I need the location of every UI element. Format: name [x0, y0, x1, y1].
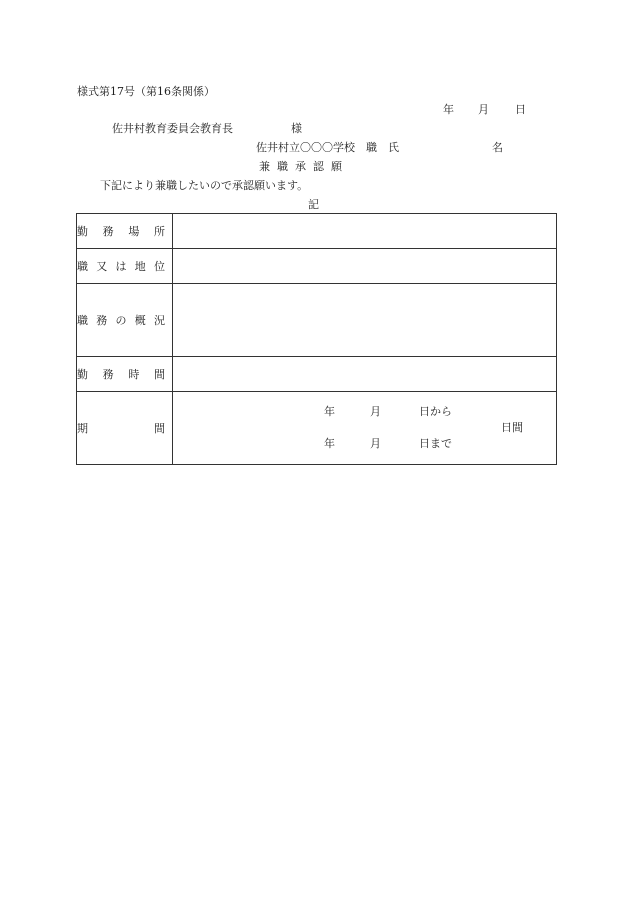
label-char: 間 [154, 422, 165, 435]
sender: 佐井村立〇〇〇学校 職 氏 [256, 141, 399, 154]
period-to-month: 月 [370, 437, 381, 450]
label-char: 間 [153, 368, 165, 381]
intro-text: 下記により兼職したいので承認願います。 [100, 179, 309, 192]
duty-overview-field[interactable] [173, 284, 557, 357]
period-from-month: 月 [370, 405, 381, 418]
label-char: 職 [77, 260, 88, 273]
row-label-work-place [77, 214, 173, 249]
ki-heading: 記 [308, 198, 319, 211]
date-year: 年 [443, 103, 454, 116]
label-char: 位 [154, 260, 165, 273]
label-char: 勤 [77, 225, 88, 238]
honorific: 様 [291, 122, 302, 135]
period-from-day: 日から [419, 405, 452, 418]
form-number: 様式第17号（第16条関係） [77, 85, 215, 98]
row-label-duty-overview [77, 284, 173, 357]
label-char: 職 [77, 314, 88, 327]
table-row [77, 284, 557, 357]
label-char: 場 [128, 225, 140, 238]
table-row [77, 249, 557, 284]
label-char: 務 [96, 314, 108, 327]
document-title: 兼職承認願 [259, 160, 349, 173]
table-row [77, 392, 557, 465]
label-char: 期 [77, 422, 88, 435]
table-row [77, 214, 557, 249]
work-place-field[interactable] [173, 214, 557, 249]
label-char: 務 [102, 368, 114, 381]
position-field[interactable] [173, 249, 557, 284]
sender-name-suffix: 名 [492, 141, 503, 154]
period-to-day: 日まで [419, 437, 452, 450]
period-to-year: 年 [324, 437, 335, 450]
row-label-position [77, 249, 173, 284]
period-days: 日間 [501, 421, 523, 434]
label-char: 務 [102, 225, 114, 238]
label-char: 概 [134, 314, 146, 327]
row-label-period [77, 392, 173, 465]
date-month: 月 [478, 103, 489, 116]
period-from-year: 年 [324, 405, 335, 418]
label-char: 勤 [77, 368, 88, 381]
table-row [77, 357, 557, 392]
work-hours-field[interactable] [173, 357, 557, 392]
label-char: 地 [134, 260, 146, 273]
date-line [443, 103, 526, 117]
label-char: 時 [128, 368, 140, 381]
label-char: 又 [96, 260, 108, 273]
label-char: 所 [153, 225, 165, 238]
label-char: 況 [154, 314, 165, 327]
row-label-work-hours [77, 357, 173, 392]
application-table [76, 213, 557, 465]
addressee: 佐井村教育委員会教育長 [112, 122, 233, 135]
date-day: 日 [515, 103, 526, 116]
period-field[interactable] [173, 392, 557, 465]
label-char: は [115, 260, 127, 273]
label-char: の [115, 314, 127, 327]
